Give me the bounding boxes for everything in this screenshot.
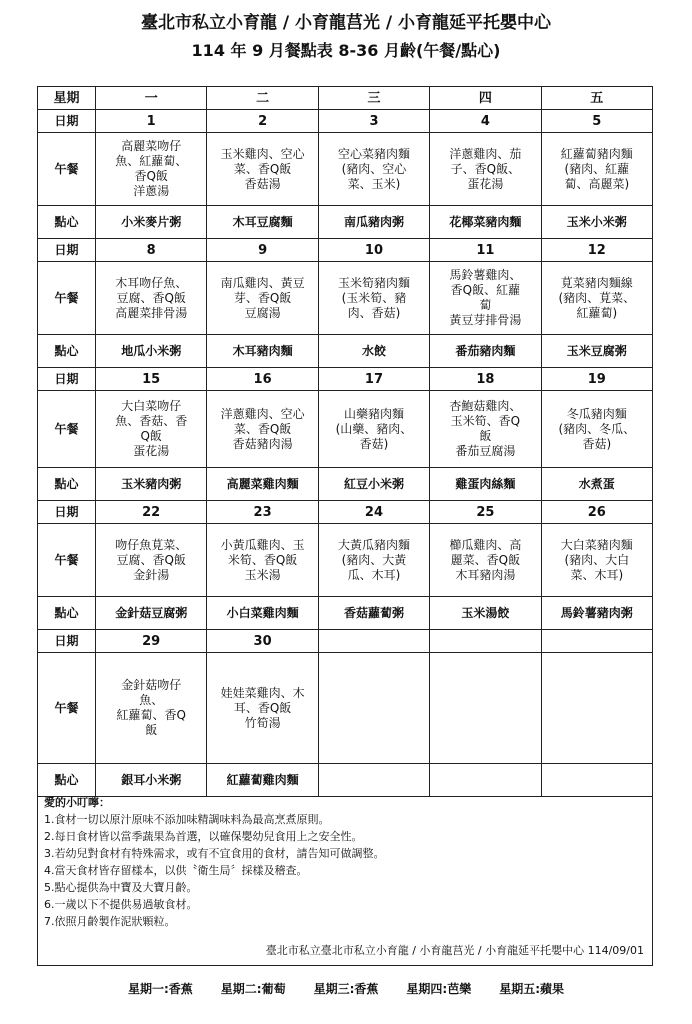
weekday-cell: 四 bbox=[430, 87, 541, 110]
lunch-cell: 洋蔥雞肉、茄 子、香Q飯、 蛋花湯 bbox=[430, 133, 541, 206]
lunch-cell: 莧菜豬肉麵線 (豬肉、莧菜、 紅蘿蔔) bbox=[541, 262, 652, 335]
lunch-cell: 櫛瓜雞肉、高 麗菜、香Q飯 木耳豬肉湯 bbox=[430, 524, 541, 597]
snack-cell: 高麗菜雞肉麵 bbox=[207, 468, 318, 501]
lunch-cell: 紅蘿蔔豬肉麵 (豬肉、紅蘿 蔔、高麗菜) bbox=[541, 133, 652, 206]
snack-cell: 水餃 bbox=[318, 335, 429, 368]
date-cell: 22 bbox=[96, 501, 207, 524]
lunch-cell: 玉米筍豬肉麵 (玉米筍、豬 肉、香菇) bbox=[318, 262, 429, 335]
note-item: 7.依照月齡製作泥狀顆粒。 bbox=[44, 915, 176, 928]
page-title: 臺北市私立小育龍 / 小育龍莒光 / 小育龍延平托嬰中心 bbox=[140, 13, 552, 33]
lunch-row bbox=[38, 524, 653, 597]
weekday-cell: 五 bbox=[541, 87, 652, 110]
date-cell: 9 bbox=[207, 239, 318, 262]
lunch-cell bbox=[430, 653, 541, 764]
date-cell: 23 bbox=[207, 501, 318, 524]
date-row bbox=[38, 501, 653, 524]
date-row bbox=[38, 368, 653, 391]
date-cell: 29 bbox=[96, 630, 207, 653]
snack-label: 點心 bbox=[38, 468, 96, 501]
lunch-cell: 杏鮑菇雞肉、 玉米筍、香Q 飯 番茄豆腐湯 bbox=[430, 391, 541, 468]
lunch-cell: 大白菜吻仔 魚、香菇、香 Q飯 蛋花湯 bbox=[96, 391, 207, 468]
note-item: 2.每日食材皆以當季蔬果為首選，以確保嬰幼兒食用上之安全性。 bbox=[44, 830, 363, 843]
lunch-label: 午餐 bbox=[38, 653, 96, 764]
date-label: 日期 bbox=[38, 630, 96, 653]
snack-cell: 玉米湯餃 bbox=[430, 597, 541, 630]
date-cell: 26 bbox=[541, 501, 652, 524]
lunch-label: 午餐 bbox=[38, 262, 96, 335]
lunch-cell: 南瓜雞肉、黃豆 芽、香Q飯 豆腐湯 bbox=[207, 262, 318, 335]
date-row bbox=[38, 110, 653, 133]
note-item: 6.一歲以下不提供易過敏食材。 bbox=[44, 898, 198, 911]
date-label: 日期 bbox=[38, 239, 96, 262]
date-cell: 16 bbox=[207, 368, 318, 391]
snack-cell: 雞蛋肉絲麵 bbox=[430, 468, 541, 501]
snack-cell: 南瓜豬肉粥 bbox=[318, 206, 429, 239]
lunch-cell bbox=[318, 653, 429, 764]
date-cell: 24 bbox=[318, 501, 429, 524]
snack-row bbox=[38, 468, 653, 501]
fruit-item: 星期四:芭樂 bbox=[406, 982, 472, 996]
snack-row bbox=[38, 206, 653, 239]
snack-row bbox=[38, 335, 653, 368]
date-cell: 4 bbox=[430, 110, 541, 133]
date-cell: 3 bbox=[318, 110, 429, 133]
snack-cell: 木耳豬肉麵 bbox=[207, 335, 318, 368]
snack-cell: 小米麥片粥 bbox=[96, 206, 207, 239]
lunch-cell: 玉米雞肉、空心 菜、香Q飯 香菇湯 bbox=[207, 133, 318, 206]
date-cell: 5 bbox=[541, 110, 652, 133]
snack-cell: 銀耳小米粥 bbox=[96, 764, 207, 797]
date-cell bbox=[430, 630, 541, 653]
fruit-item: 星期二:葡萄 bbox=[220, 982, 286, 996]
lunch-label: 午餐 bbox=[38, 391, 96, 468]
lunch-cell: 空心菜豬肉麵 (豬肉、空心 菜、玉米) bbox=[318, 133, 429, 206]
lunch-label: 午餐 bbox=[38, 133, 96, 206]
snack-cell: 馬鈴薯豬肉粥 bbox=[541, 597, 652, 630]
snack-label: 點心 bbox=[38, 597, 96, 630]
lunch-cell bbox=[541, 653, 652, 764]
lunch-cell: 大白菜豬肉麵 (豬肉、大白 菜、木耳) bbox=[541, 524, 652, 597]
weekday-cell: 一 bbox=[96, 87, 207, 110]
snack-cell: 木耳豆腐麵 bbox=[207, 206, 318, 239]
lunch-cell: 大黃瓜豬肉麵 (豬肉、大黃 瓜、木耳) bbox=[318, 524, 429, 597]
lunch-row bbox=[38, 133, 653, 206]
notes-footer: 臺北市私立臺北市私立小育龍 / 小育龍莒光 / 小育龍延平托嬰中心 114/09/01 bbox=[265, 944, 644, 957]
snack-label: 點心 bbox=[38, 764, 96, 797]
date-cell: 15 bbox=[96, 368, 207, 391]
date-cell bbox=[318, 630, 429, 653]
lunch-label: 午餐 bbox=[38, 524, 96, 597]
note-item: 3.若幼兒對食材有特殊需求，或有不宜食用的食材，請告知可做調整。 bbox=[44, 847, 385, 860]
weekday-cell: 二 bbox=[207, 87, 318, 110]
date-cell: 18 bbox=[430, 368, 541, 391]
date-label: 日期 bbox=[38, 368, 96, 391]
snack-label: 點心 bbox=[38, 206, 96, 239]
date-cell bbox=[541, 630, 652, 653]
snack-cell: 紅蘿蔔雞肉麵 bbox=[207, 764, 318, 797]
snack-cell: 花椰菜豬肉麵 bbox=[430, 206, 541, 239]
snack-cell: 小白菜雞肉麵 bbox=[207, 597, 318, 630]
notes-title: 愛的小叮嚀： bbox=[44, 796, 110, 809]
date-cell: 10 bbox=[318, 239, 429, 262]
lunch-cell: 金針菇吻仔 魚、 紅蘿蔔、香Q 飯 bbox=[96, 653, 207, 764]
date-cell: 8 bbox=[96, 239, 207, 262]
note-item: 5.點心提供為中寶及大寶月齡。 bbox=[44, 881, 198, 894]
notes-box bbox=[37, 790, 653, 966]
lunch-cell: 冬瓜豬肉麵 (豬肉、冬瓜、 香菇) bbox=[541, 391, 652, 468]
date-cell: 17 bbox=[318, 368, 429, 391]
lunch-cell: 吻仔魚莧菜、 豆腐、香Q飯 金針湯 bbox=[96, 524, 207, 597]
lunch-cell: 娃娃菜雞肉、木 耳、香Q飯 竹筍湯 bbox=[207, 653, 318, 764]
date-label: 日期 bbox=[38, 501, 96, 524]
page-subtitle: 114 年 9 月餐點表 8-36 月齡(午餐/點心) bbox=[191, 41, 501, 60]
lunch-cell: 高麗菜吻仔 魚、紅蘿蔔、 香Q飯 洋蔥湯 bbox=[96, 133, 207, 206]
fruit-item: 星期五:蘋果 bbox=[499, 982, 565, 996]
date-label: 日期 bbox=[38, 110, 96, 133]
weekday-cell: 三 bbox=[318, 87, 429, 110]
note-item: 1.食材一切以原汁原味不添加味精調味料為最高烹煮原則。 bbox=[44, 813, 330, 826]
snack-cell: 玉米豬肉粥 bbox=[96, 468, 207, 501]
date-cell: 30 bbox=[207, 630, 318, 653]
lunch-row bbox=[38, 653, 653, 764]
lunch-cell: 洋蔥雞肉、空心 菜、香Q飯 香菇豬肉湯 bbox=[207, 391, 318, 468]
fruit-item: 星期三:香蕉 bbox=[313, 982, 379, 996]
snack-cell: 玉米豆腐粥 bbox=[541, 335, 652, 368]
weekday-row bbox=[38, 87, 653, 110]
date-cell: 19 bbox=[541, 368, 652, 391]
date-cell: 25 bbox=[430, 501, 541, 524]
snack-cell: 地瓜小米粥 bbox=[96, 335, 207, 368]
snack-cell: 香菇蘿蔔粥 bbox=[318, 597, 429, 630]
weekday-label: 星期 bbox=[38, 87, 96, 110]
snack-row bbox=[38, 597, 653, 630]
lunch-row bbox=[38, 262, 653, 335]
snack-cell: 金針菇豆腐粥 bbox=[96, 597, 207, 630]
snack-label: 點心 bbox=[38, 335, 96, 368]
date-cell: 12 bbox=[541, 239, 652, 262]
date-row bbox=[38, 239, 653, 262]
date-cell: 1 bbox=[96, 110, 207, 133]
date-row bbox=[38, 630, 653, 653]
fruit-item: 星期一:香蕉 bbox=[127, 982, 193, 996]
snack-cell: 水煮蛋 bbox=[541, 468, 652, 501]
lunch-cell: 馬鈴薯雞肉、 香Q飯、紅蘿 蔔 黃豆芽排骨湯 bbox=[430, 262, 541, 335]
lunch-cell: 木耳吻仔魚、 豆腐、香Q飯 高麗菜排骨湯 bbox=[96, 262, 207, 335]
meal-table bbox=[37, 86, 653, 797]
snack-cell: 番茄豬肉麵 bbox=[430, 335, 541, 368]
fruit-schedule bbox=[0, 980, 692, 997]
lunch-cell: 小黃瓜雞肉、玉 米筍、香Q飯 玉米湯 bbox=[207, 524, 318, 597]
snack-cell: 紅豆小米粥 bbox=[318, 468, 429, 501]
lunch-cell: 山藥豬肉麵 (山藥、豬肉、 香菇) bbox=[318, 391, 429, 468]
snack-cell: 玉米小米粥 bbox=[541, 206, 652, 239]
date-cell: 2 bbox=[207, 110, 318, 133]
note-item: 4.當天食材皆存留樣本，以供〝衛生局〞採樣及稽查。 bbox=[44, 864, 308, 877]
lunch-row bbox=[38, 391, 653, 468]
date-cell: 11 bbox=[430, 239, 541, 262]
